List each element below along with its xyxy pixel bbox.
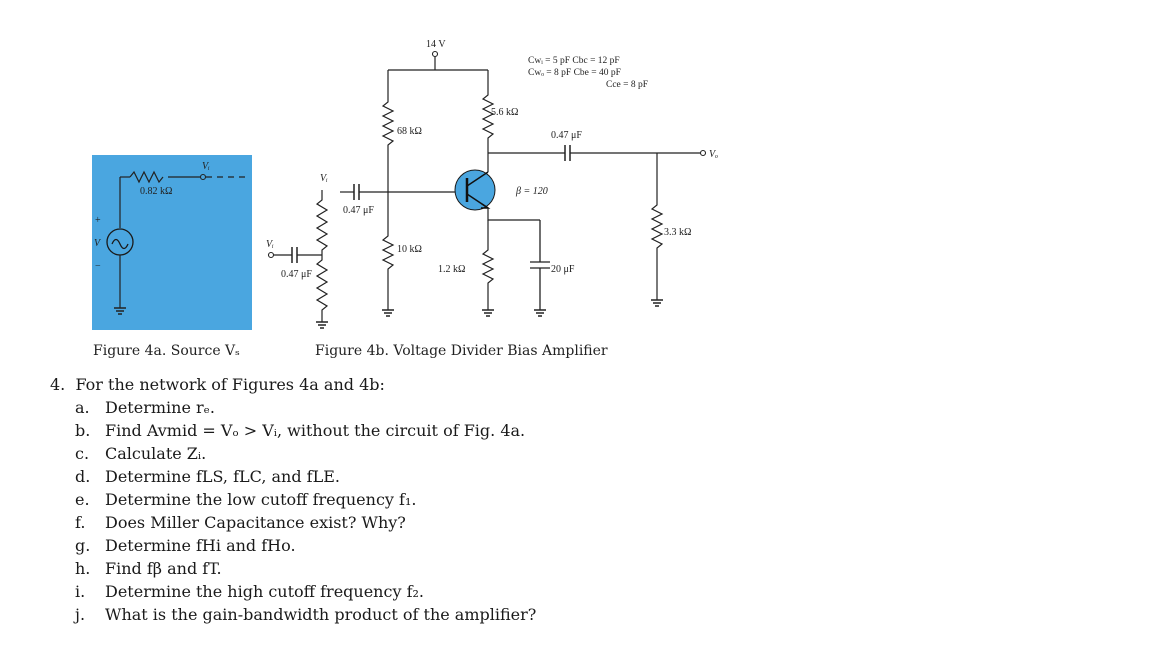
rc-resistor [483,70,493,172]
rl-resistor [652,153,662,300]
output-capacitor-label: 0.47 μF [551,130,582,141]
cap-param-line-3: Cce = 8 pF [606,80,649,90]
problem-item-text: Calculate Zᵢ. [105,444,207,463]
problem-item [75,465,536,488]
problem-item-text: Determine rₑ. [105,398,215,417]
problem-stem: For the network of Figures 4a and 4b: [75,375,385,394]
problem-item-text: Determine fHi and fHo. [105,536,296,555]
vo-terminal [701,151,706,156]
source-vi-label: Vᵢ [202,161,210,172]
fragment-coupling-capacitor [292,247,297,263]
problem-item-letter: g. [75,536,91,555]
problem-item-letter: h. [75,559,91,578]
vcc-label: 14 V [426,39,446,50]
problem-item-letter: j. [75,605,86,624]
fragment-vi-label: Vᵢ [266,239,274,250]
problem-item [75,419,536,442]
problem-item-letter: d. [75,467,91,486]
vo-label: Vₒ [709,149,718,160]
problem-item-text: Determine fLS, fLC, and fLE. [105,467,340,486]
r2-label: 10 kΩ [397,244,422,255]
figure-input-coupling-fragment [266,173,328,328]
problem-item-letter: e. [75,490,90,509]
problem-item [75,488,536,511]
fragment-resistor-chain [317,190,327,322]
ground-icon [482,310,494,316]
problem-item-letter: b. [75,421,91,440]
re-label: 1.2 kΩ [438,264,466,275]
problem-item-text: Determine the high cutoff frequency f₂. [105,582,424,601]
rc-label: 5.6 kΩ [491,107,519,118]
cap-param-line-2: Cwₒ = 8 pF Cbe = 40 pF [528,68,621,78]
problem-item [75,511,536,534]
output-capacitor [565,145,570,161]
problem-statement [50,373,536,626]
cap-param-line-1: Cwᵢ = 5 pF Cbc = 12 pF [528,56,620,66]
problem-item-text: Find fβ and fT. [105,559,222,578]
problem-item [75,442,536,465]
problem-item [75,557,536,580]
problem-item-text: What is the gain-bandwidth product of the amplifier? [105,605,537,624]
problem-item [75,603,537,626]
beta-label: β = 120 [516,186,548,197]
problem-item-letter: a. [75,398,90,417]
problem-item [75,580,536,603]
r2-resistor [383,192,393,310]
problem-item-letter: f. [75,513,86,532]
re-resistor [483,220,493,310]
fragment-capacitor-label: 0.47 μF [281,269,312,280]
ground-icon [316,322,328,328]
problem-item-letter: i. [75,582,86,601]
problem-item-text: Determine the low cutoff frequency f₁. [105,490,417,509]
problem-item [75,534,536,557]
problem-number: 4. [50,375,66,394]
figure-4a-source [92,155,252,330]
figure-4b-amplifier [340,39,718,316]
ground-icon [382,310,394,316]
problem-item-letter: c. [75,444,90,463]
problem-item-list [50,396,536,626]
bypass-capacitor [530,220,550,310]
input-capacitor [354,184,359,200]
vcc-terminal [433,52,438,57]
source-plus-sign: + [95,215,101,226]
ground-icon [651,300,663,306]
input-capacitor-label: 0.47 μF [343,205,374,216]
problem-item-text: Does Miller Capacitance exist? Why? [105,513,406,532]
problem-item-text: Find Avmid = Vₒ > Vᵢ, without the circuit of Fig. 4a. [105,421,526,440]
source-vs-label: V [94,238,101,249]
bypass-capacitor-label: 20 μF [551,264,575,275]
r1-resistor [383,70,393,192]
source-panel-background [92,155,252,330]
problem-heading [50,373,536,396]
ground-icon [534,310,546,316]
fragment-vi-terminal [269,253,274,258]
fragment-top-vi-label: Vᵢ [320,173,328,184]
problem-item [75,396,536,419]
bjt-transistor-icon [455,170,495,210]
rl-label: 3.3 kΩ [664,227,692,238]
figure-4a-caption: Figure 4a. Source Vₛ [93,343,240,359]
figure-4b-caption: Figure 4b. Voltage Divider Bias Amplifier [315,343,608,359]
source-minus-sign: − [95,261,101,272]
source-resistor-label: 0.82 kΩ [140,186,173,197]
r1-label: 68 kΩ [397,126,422,137]
